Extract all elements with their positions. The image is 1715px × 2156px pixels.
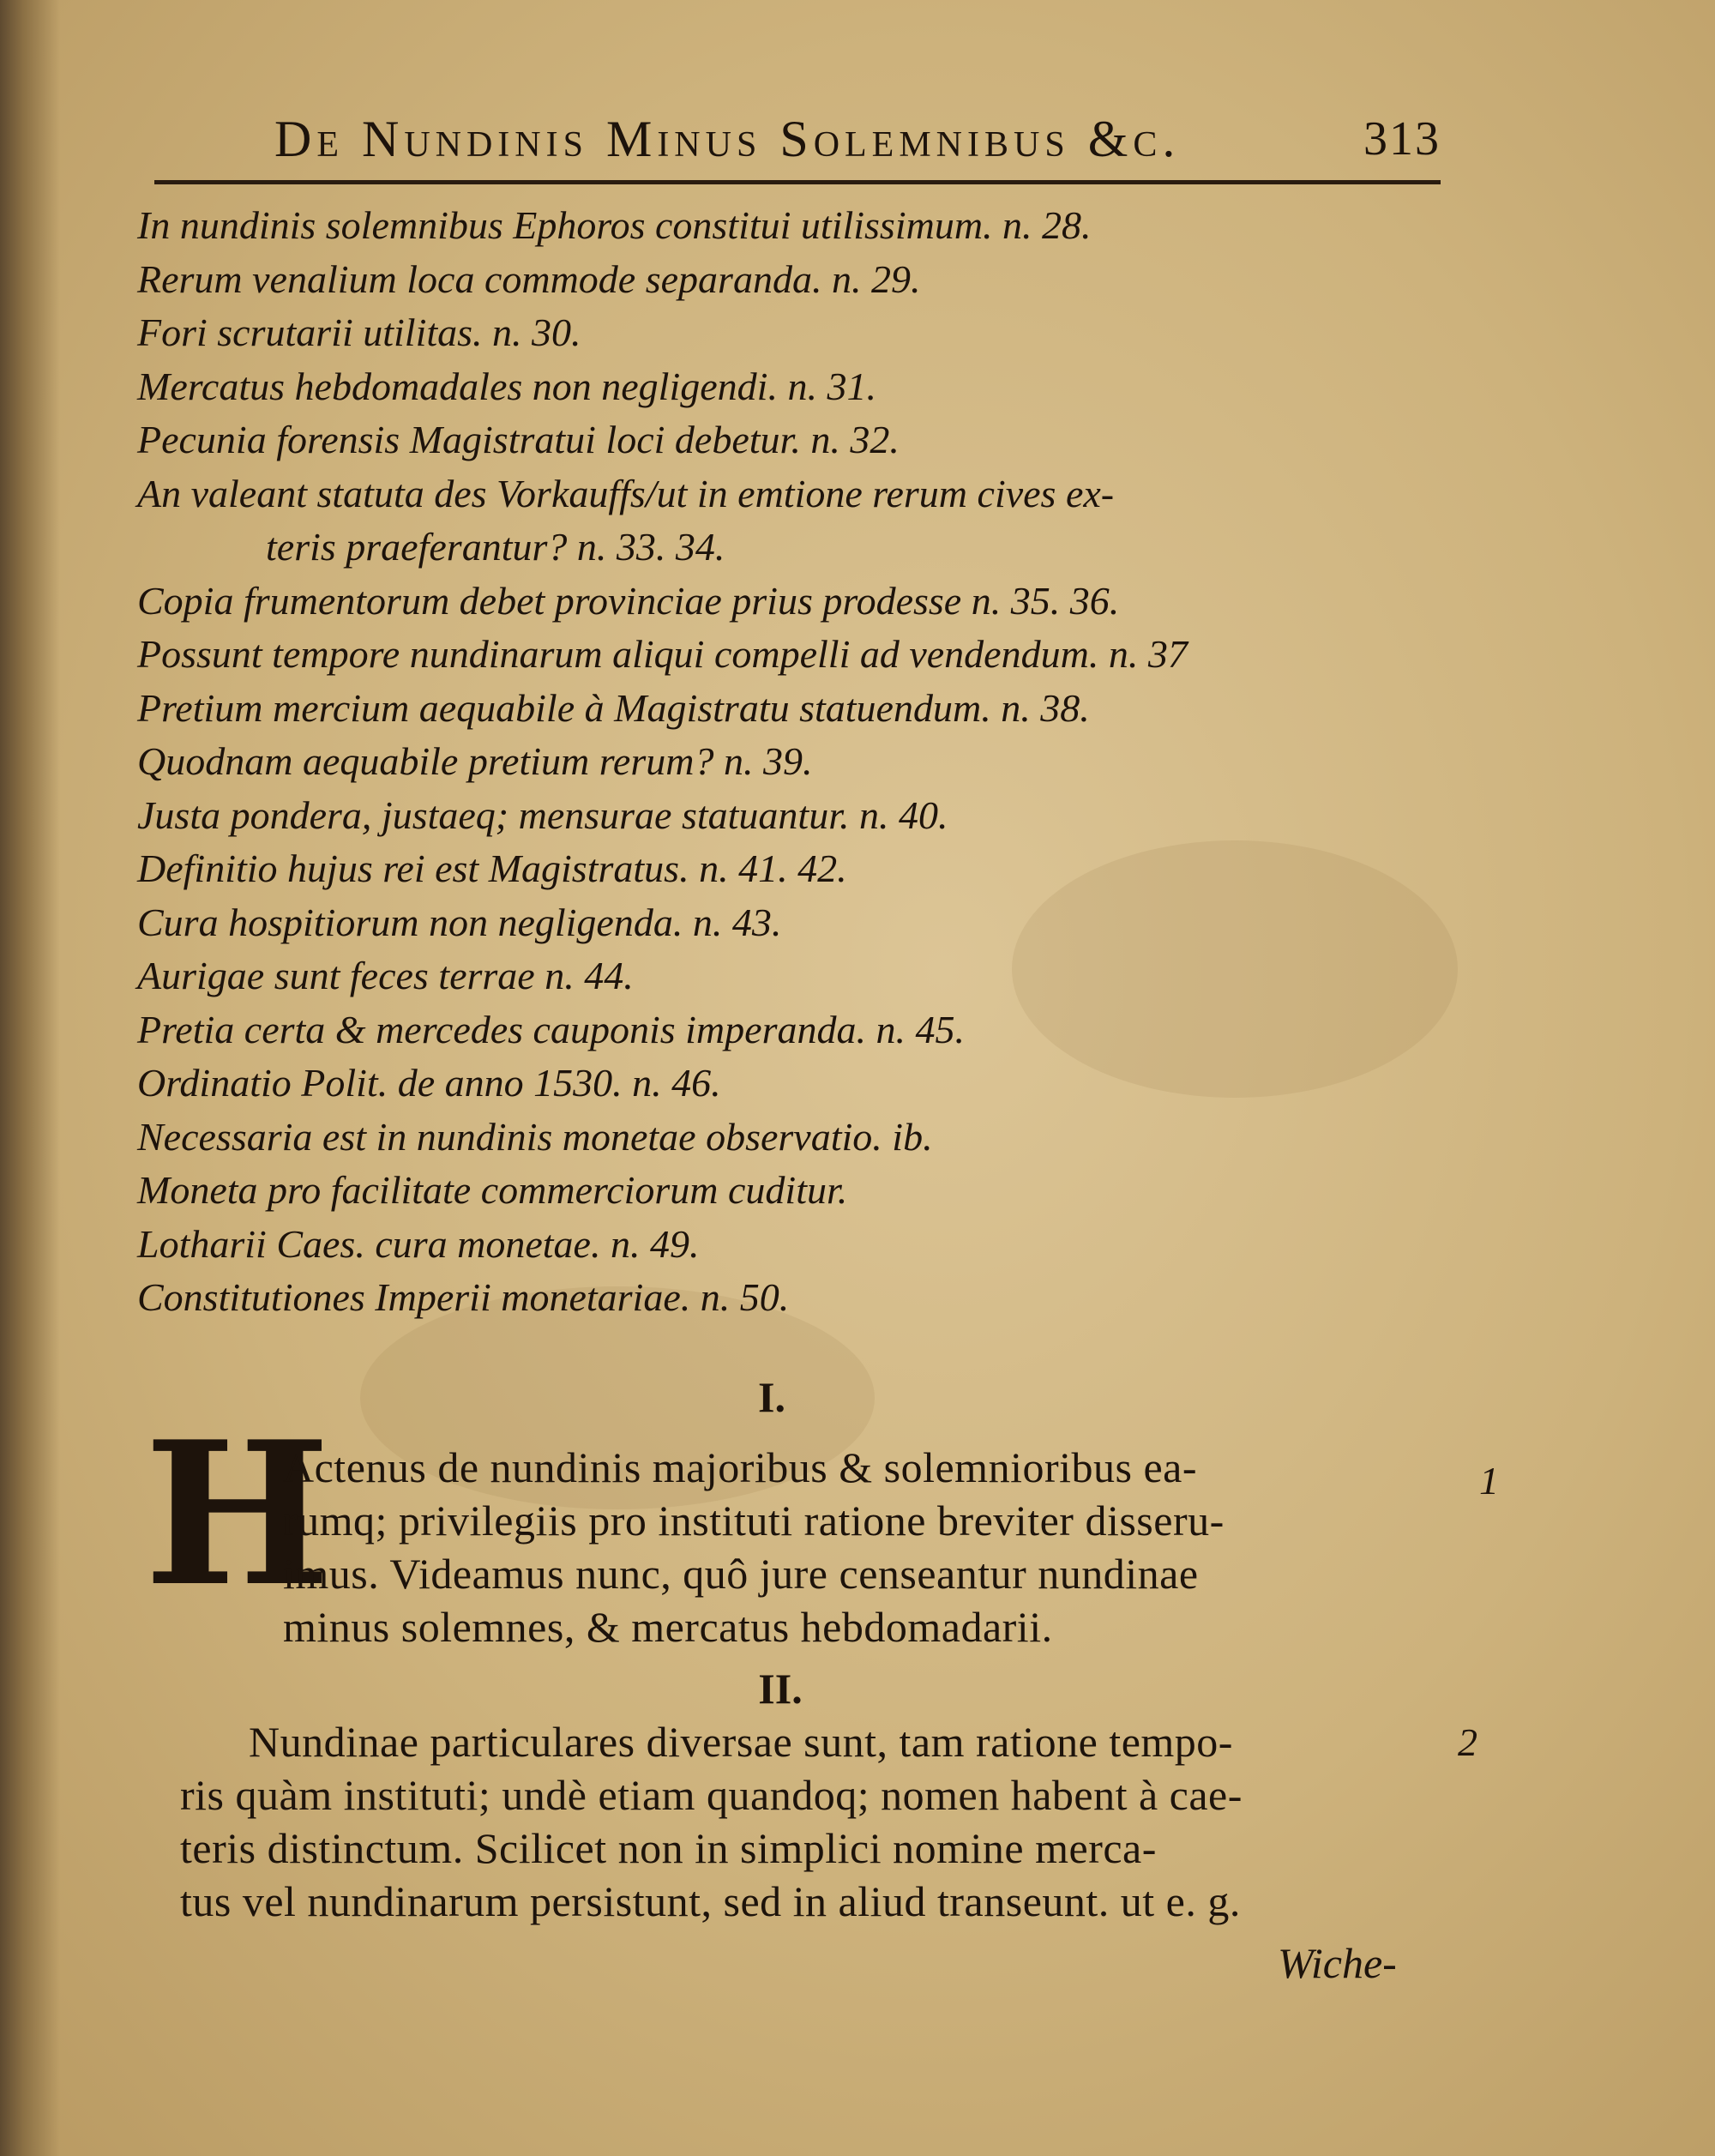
summary-line: In nundinis solemnibus Ephoros constitui utilissimum. n. 28. [137, 203, 1092, 247]
text-line: Nundinae particulares diversae sunt, tam ratione tempo- [249, 1718, 1233, 1766]
summary-line: An valeant statuta des Vorkauffs/ut in emtione rerum cives ex- [137, 471, 1115, 515]
page-header [154, 110, 1441, 187]
summary-line: Mercatus hebdomadales non negligendi. n. 31. [137, 364, 876, 408]
summary-line: Pretia certa & mercedes cauponis imperanda. n. 45. [137, 1007, 965, 1051]
text-line: teris distinctum. Scilicet non in simplici nomine merca- [180, 1824, 1157, 1872]
summary-line: Lotharii Caes. cura monetae. n. 49. [137, 1221, 700, 1266]
summary-line: Ordinatio Polit. de anno 1530. n. 46. [137, 1061, 721, 1105]
running-head: De Nundinis Minus Solemnibus &c. [274, 111, 1181, 167]
summary-line: Necessaria est in nundinis monetae observatio. ib. [137, 1114, 933, 1159]
summary-line: Definitio hujus rei est Magistratus. n. 41. 42. [137, 846, 847, 890]
text-line: minus solemnes, & mercatus hebdomadarii. [283, 1603, 1053, 1651]
summary-line: Possunt tempore nundinarum aliqui compelli ad vendendum. n. 37 [137, 632, 1188, 676]
text-line: rumq; privilegiis pro instituti ratione breviter disseru- [283, 1497, 1225, 1545]
summary-line: Constitutiones Imperii monetariae. n. 50. [137, 1275, 790, 1319]
chapter-summary [137, 199, 1458, 1325]
summary-line: Pretium mercium aequabile à Magistratu statuendum. n. 38. [137, 685, 1090, 730]
text-line: tus vel nundinarum persistunt, sed in aliud transeunt. ut e. g. [180, 1877, 1241, 1925]
margin-note: 1 [1479, 1459, 1499, 1503]
page-number: 313 [1363, 112, 1441, 166]
summary-line: teris praeferantur? n. 33. 34. [266, 525, 725, 569]
page-edge-shadow [0, 0, 60, 2156]
summary-line: Copia frumentorum debet provinciae prius prodesse n. 35. 36. [137, 578, 1120, 623]
catchword: Wiche- [1278, 1939, 1397, 1987]
section-1-text [283, 1441, 1441, 1653]
text-line: Actenus de nundinis majoribus & solemnioribus ea- [283, 1443, 1198, 1491]
summary-line: Justa pondera, justaeq; mensurae statuantur. n. 40. [137, 792, 948, 837]
summary-line: Aurigae sunt feces terrae n. 44. [137, 954, 634, 997]
margin-note: 2 [1458, 1720, 1477, 1764]
summary-line: Quodnam aequabile pretium rerum? n. 39. [137, 739, 813, 783]
header-rule [154, 180, 1441, 184]
text-line: imus. Videamus nunc, quô jure censeantur nundinae [283, 1550, 1199, 1598]
summary-line: Fori scrutarii utilitas. n. 30. [137, 310, 581, 354]
summary-line: Moneta pro facilitate commerciorum cuditur. [137, 1168, 848, 1212]
text-line: ris quàm instituti; undè etiam quandoq; nomen habent à cae- [180, 1771, 1243, 1819]
section-2-text [180, 1715, 1449, 1928]
summary-line: Pecunia forensis Magistratui loci debetur. n. 32. [137, 418, 900, 461]
section-number: I. [758, 1373, 785, 1421]
summary-line: Rerum venalium loca commode separanda. n. 29. [137, 256, 921, 301]
section-number: II. [758, 1665, 803, 1713]
drop-capital: H [144, 1399, 331, 1630]
summary-line: Cura hospitiorum non negligenda. n. 43. [137, 900, 782, 944]
